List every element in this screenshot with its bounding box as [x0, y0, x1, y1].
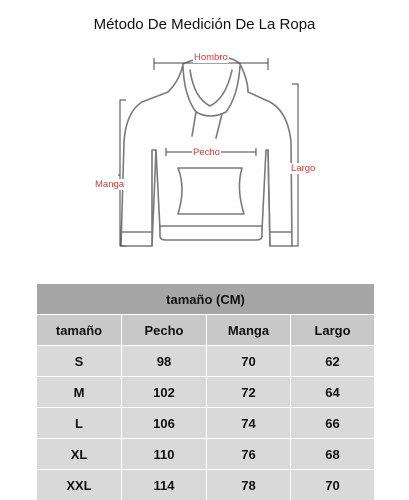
length-label: Largo — [291, 163, 316, 174]
table-row — [37, 470, 375, 500]
chest-cell: 102 — [122, 377, 207, 408]
size-cell: L — [37, 408, 122, 439]
table-caption-row — [37, 284, 375, 315]
table-caption: tamaño (CM) — [37, 284, 375, 315]
length-cell: 70 — [291, 470, 375, 500]
length-cell: 68 — [291, 439, 375, 470]
table-row — [37, 346, 375, 377]
shoulder-label: Hombro — [194, 52, 228, 63]
size-cell: XXL — [37, 470, 122, 500]
column-header-size: tamaño — [37, 315, 122, 346]
sleeve-cell: 70 — [207, 346, 291, 377]
table-row — [37, 408, 375, 439]
column-header-chest: Pecho — [122, 315, 207, 346]
column-header-length: Largo — [291, 315, 375, 346]
chest-label: Pecho — [193, 147, 220, 158]
sleeve-label: Manga — [95, 179, 125, 190]
table-row — [37, 377, 375, 408]
length-cell: 64 — [291, 377, 375, 408]
sleeve-cell: 74 — [207, 408, 291, 439]
size-cell: XL — [37, 439, 122, 470]
chest-cell: 114 — [122, 470, 207, 500]
chest-cell: 98 — [122, 346, 207, 377]
sleeve-cell: 72 — [207, 377, 291, 408]
sleeve-cell: 78 — [207, 470, 291, 500]
length-cell: 66 — [291, 408, 375, 439]
chest-cell: 110 — [122, 439, 207, 470]
size-cell: M — [37, 377, 122, 408]
page-title: Método De Medición De La Ropa — [93, 16, 316, 33]
column-header-sleeve: Manga — [207, 315, 291, 346]
table-header-row — [37, 315, 375, 346]
chest-cell: 106 — [122, 408, 207, 439]
length-cell: 62 — [291, 346, 375, 377]
size-table — [36, 283, 375, 500]
table-row — [37, 439, 375, 470]
size-cell: S — [37, 346, 122, 377]
sleeve-cell: 76 — [207, 439, 291, 470]
